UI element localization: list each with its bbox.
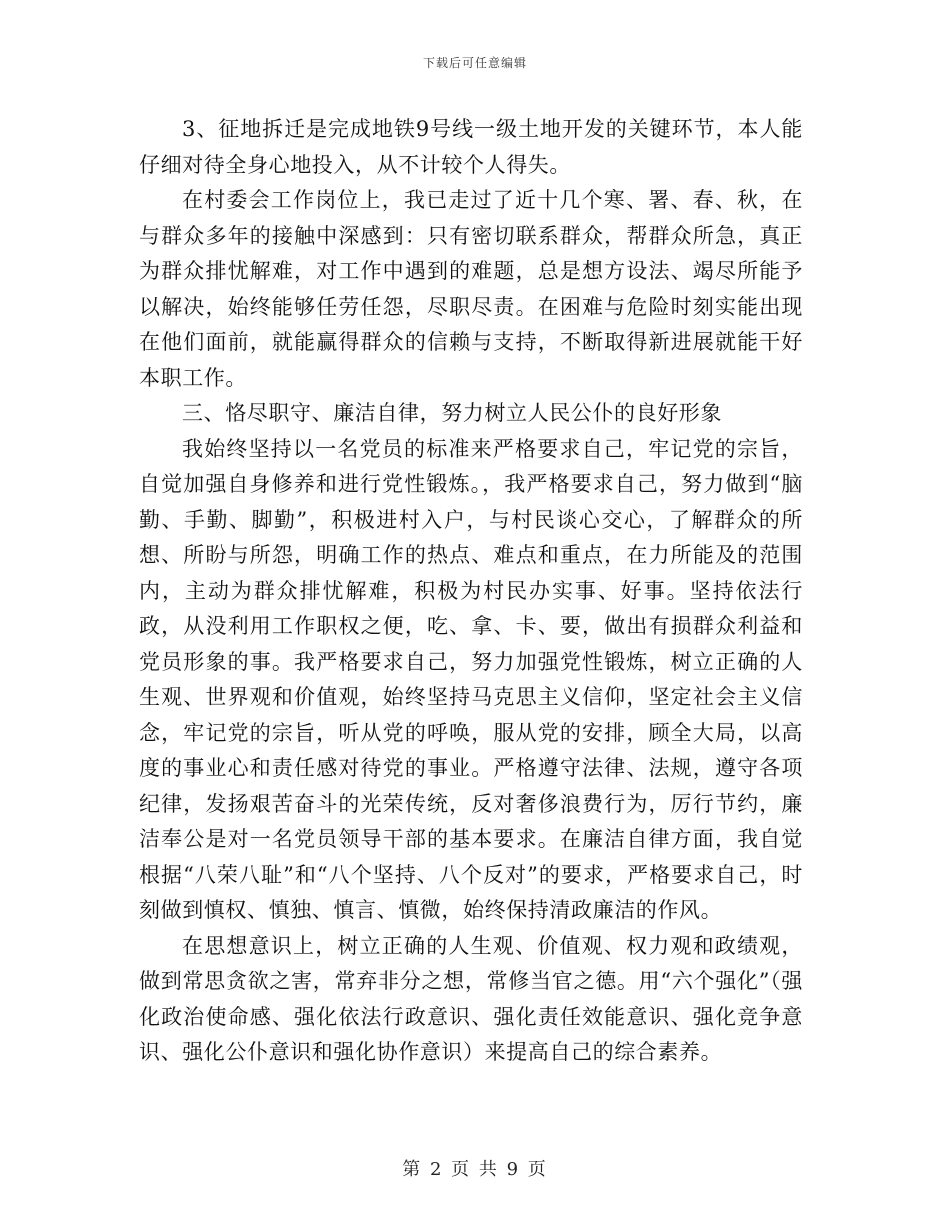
paragraph-party-member-standard: 我始终坚持以一名党员的标准来严格要求自己，牢记党的宗旨，自觉加强自身修养和进行党性锻炼。，我严格要求自己，努力做到“脑勤、手勤、脚勤”，积极进村入户，与村民谈心交心，了解群众的所想、所盼与所怨，明确工作的热点、难点和重点，在力所能及的范围内，主动为群众排忧解难，积极为村民办实事、好事。坚持依法行政，从没利用工作职权之便，吃、拿、卡、要，做出有损群众利益和党员形象的事。我严格要求自己，努力加强党性锻炼，树立正确的人生观、世界观和价值观，始终坚持马克思主义信仰，坚定社会主义信念，牢记党的宗旨，听从党的呼唤，服从党的安排，顾全大局，以高度的事业心和责任感对待党的事业。严格遵守法律、法规，遵守各项纪律，发扬艰苦奋斗的光荣传统，反对奢侈浪费行为，厉行节约，廉洁奉公是对一名党员领导干部的基本要求。在廉洁自律方面，我自觉根据“八荣八耻”和“八个坚持、八个反对”的要求，严格要求自己，时刻做到慎权、慎独、慎言、慎微，始终保持清政廉洁的作风。 [139, 436, 803, 922]
section-heading-integrity: 三、恪尽职守、廉洁自律，努力树立人民公仆的良好形象 [182, 401, 722, 425]
paragraph-village-committee: 在村委会工作岗位上，我已走过了近十几个寒、署、春、秋，在与群众多年的接触中深感到：只有密切联系群众，帮群众所急，真正为群众排忧解难，对工作中遇到的难题，总是想方设法、竭尽所能予以解决，始终能够任劳任怨，尽职尽责。在困难与危险时刻实能出现在他们面前，就能赢得群众的信赖与支持，不断取得新进展就能干好本职工作。 [139, 188, 803, 390]
paragraph-land-acquisition: 3、征地拆迁是完成地铁9号线一级土地开发的关键环节，本人能仔细对待全身心地投入，从不计较个人得失。 [139, 117, 803, 177]
page-number-footer: 第 2 页 共 9 页 [402, 1159, 548, 1180]
page-header: 下载后可任意编辑 [422, 56, 527, 70]
paragraph-ideological-awareness: 在思想意识上，树立正确的人生观、价值观、权力观和政绩观，做到常思贪欲之害，常弃非分之想，常修当官之德。用“六个强化”（强化政治使命感、强化依法行政意识、强化责任效能意识、强化竞争意识、强化公仆意识和强化协作意识）来提高自己的综合素养。 [139, 933, 803, 1064]
document-body [139, 112, 803, 1071]
